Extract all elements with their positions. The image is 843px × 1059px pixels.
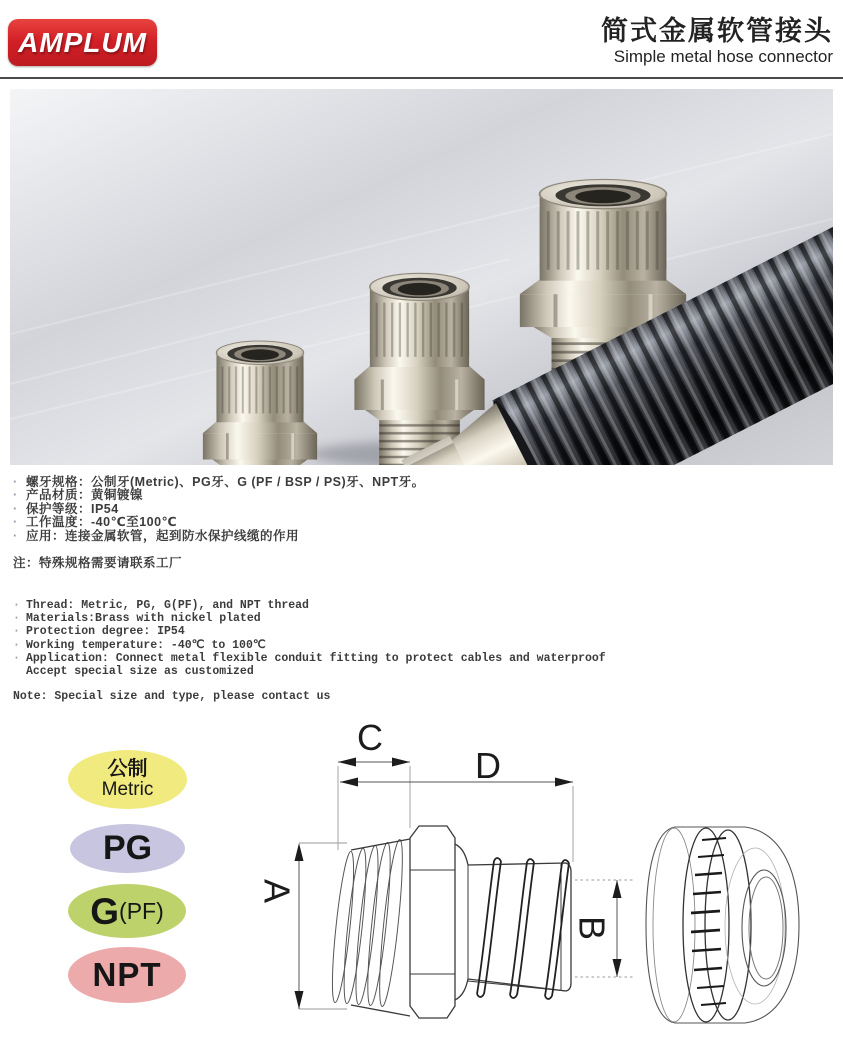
arrow-down-icon xyxy=(613,959,622,977)
spec-continuation: Accept special size as customized xyxy=(26,665,254,679)
page-title-en: Simple metal hose connector xyxy=(613,47,833,66)
specs-zh xyxy=(13,476,425,570)
page-title xyxy=(601,16,833,67)
note-zh: 注：特殊规格需要请联系工厂 xyxy=(13,556,183,571)
dim-label-d: D xyxy=(475,745,501,786)
badge-metric-en: Metric xyxy=(101,779,154,800)
header-divider xyxy=(0,77,843,79)
bullet-icon: · xyxy=(13,475,18,489)
dimension-c xyxy=(338,720,410,767)
badge-metric xyxy=(68,750,187,809)
bullet-icon: · xyxy=(13,488,18,503)
spec-item xyxy=(13,599,606,612)
arrow-right-icon xyxy=(555,778,573,787)
spec-text: 保护等级：IP54 xyxy=(26,501,119,516)
bullet-icon: · xyxy=(13,515,18,530)
spec-item xyxy=(13,489,425,502)
spec-text: 螺牙规格：公制牙(Metric)、PG牙、G (PF / BSP / PS)牙、NPT牙。 xyxy=(26,475,425,489)
knurl-ticks xyxy=(691,838,726,1005)
dim-label-a: A xyxy=(256,878,298,904)
badge-npt xyxy=(68,947,186,1003)
connector-small xyxy=(203,341,317,465)
arrow-up-icon xyxy=(295,843,304,861)
thread-section xyxy=(328,839,410,1016)
arrow-left-icon xyxy=(340,778,358,787)
specs-en xyxy=(13,599,606,703)
dimension-drawing xyxy=(255,720,815,1056)
spec-text: 工作温度：-40℃至100℃ xyxy=(26,515,178,530)
spec-item xyxy=(13,625,606,638)
badge-pf-suffix: (PF) xyxy=(119,897,164,924)
arrow-right-icon xyxy=(392,758,410,767)
badge-gpf xyxy=(68,884,186,938)
connector-side-view xyxy=(328,826,571,1018)
spec-text: Application: Connect metal flexible conduit fitting to protect cables and waterproof xyxy=(26,651,606,665)
bullet-icon: · xyxy=(13,638,20,652)
bullet-icon: · xyxy=(13,625,20,639)
spec-text: 应用：连接金属软管，起到防水保护线缆的作用 xyxy=(26,528,300,543)
bullet-icon: · xyxy=(13,528,18,543)
dim-label-c: C xyxy=(357,720,383,758)
barb-ribs xyxy=(477,858,569,999)
spec-text: Materials:Brass with nickel plated xyxy=(26,612,261,626)
badge-pg xyxy=(70,824,185,873)
badge-pg-label: PG xyxy=(102,829,153,867)
page-title-zh: 简式金属软管接头 xyxy=(601,16,833,46)
bullet-icon: · xyxy=(13,612,20,626)
bullet-icon: · xyxy=(13,599,20,612)
spec-text: Thread: Metric, PG, G(PF), and NPT thread xyxy=(26,599,309,612)
spec-text: Working temperature: -40℃ to 100℃ xyxy=(26,638,266,652)
extension-lines xyxy=(299,766,633,1009)
spec-item xyxy=(13,652,606,665)
spec-item xyxy=(13,639,606,652)
arrow-down-icon xyxy=(295,991,304,1009)
bullet-icon: · xyxy=(13,501,18,516)
dim-label-b: B xyxy=(571,915,613,941)
spec-item xyxy=(13,530,425,543)
note-en: Note: Special size and type, please contact us xyxy=(13,690,331,704)
dimension-b xyxy=(572,880,622,977)
arrow-up-icon xyxy=(613,880,622,898)
arrow-left-icon xyxy=(338,758,356,767)
product-photo xyxy=(10,89,833,465)
badge-npt-label: NPT xyxy=(92,956,162,993)
brand-logo-text: AMPLUM xyxy=(18,26,147,58)
bullet-icon: · xyxy=(13,651,20,665)
dimension-a xyxy=(257,843,304,1009)
spec-item xyxy=(13,612,606,625)
badge-g-label: G xyxy=(90,890,120,932)
badge-metric-zh: 公制 xyxy=(107,758,148,780)
hex-nut xyxy=(410,826,455,1018)
brand-logo xyxy=(8,19,157,66)
spec-text: Protection degree: IP54 xyxy=(26,625,185,639)
spec-item xyxy=(13,516,425,529)
spec-text: 产品材质：黄铜镀镍 xyxy=(26,488,144,503)
cap-bore-inner xyxy=(749,877,783,979)
locknut-view xyxy=(646,827,799,1023)
